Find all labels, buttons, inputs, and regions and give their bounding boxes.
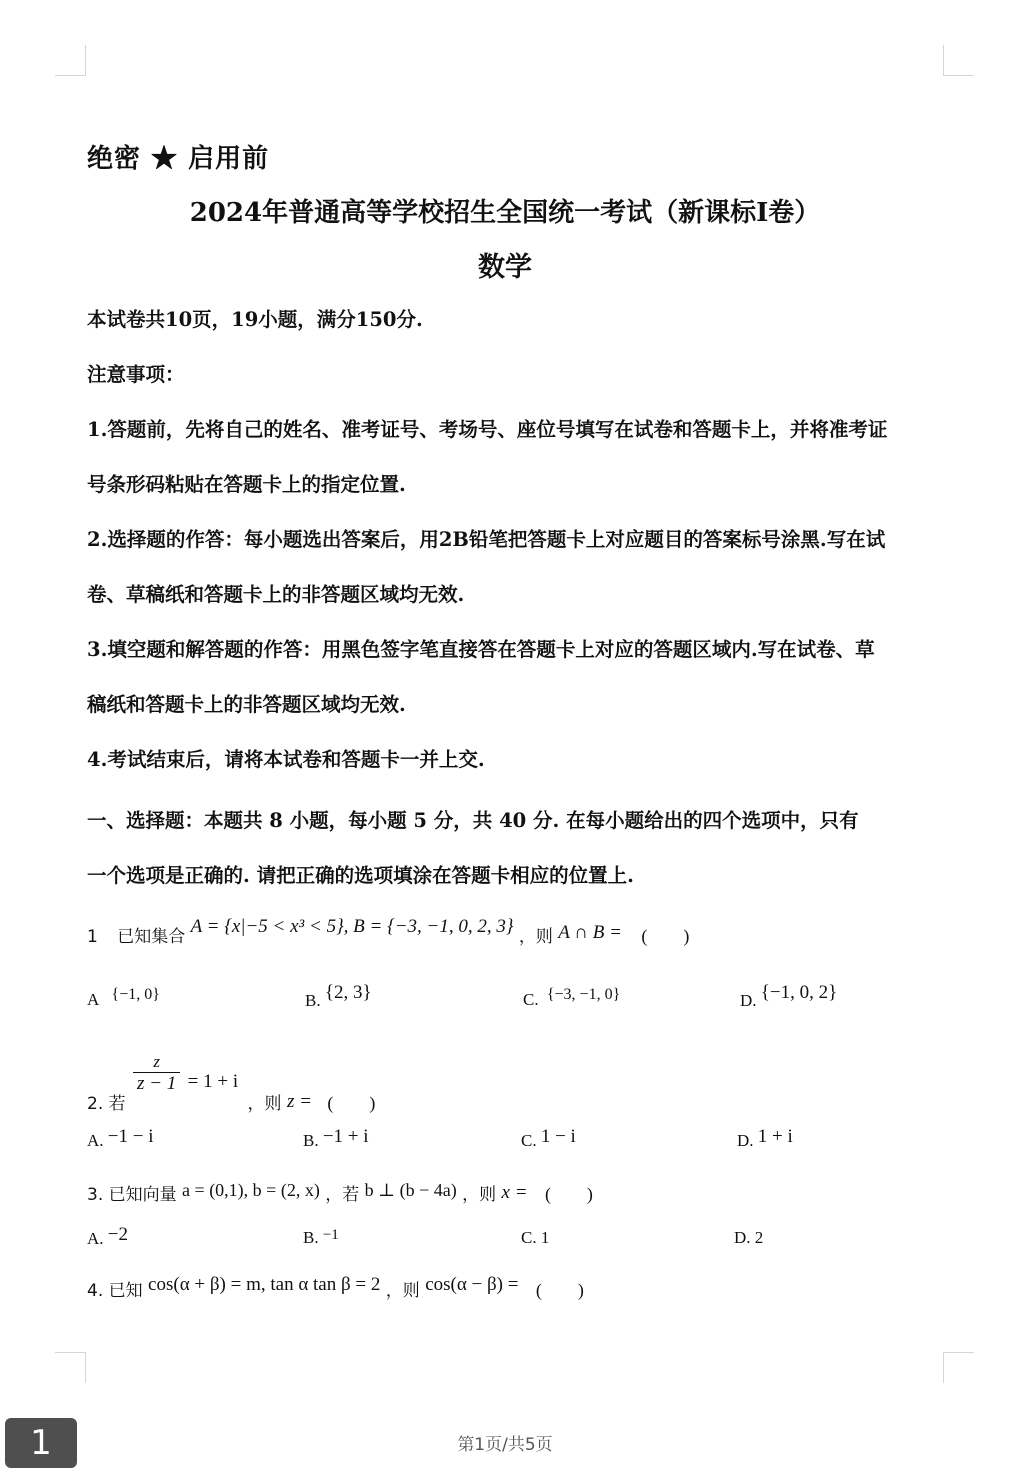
option-text: {−1, 0} [111, 986, 160, 1003]
q2-option-c [521, 1126, 576, 1152]
section-1-heading-line-2: 一个选项是正确的. 请把正确的选项填涂在答题卡相应的位置上. [87, 864, 634, 887]
question-4 [87, 1276, 584, 1302]
option-label: A [87, 990, 100, 1009]
q1-option-c [523, 986, 621, 1010]
question-1 [87, 916, 690, 948]
crop-mark-top-right [943, 45, 974, 76]
question-connector: ，则 [247, 1093, 282, 1114]
question-connector-2: ，则 [462, 1185, 497, 1205]
question-number: 3. [87, 1185, 104, 1205]
question-connector: ，则 [518, 927, 553, 947]
q3-option-c [521, 1228, 549, 1248]
question-3 [87, 1180, 593, 1206]
crop-mark-bottom-right [943, 1352, 974, 1383]
option-label: A. [87, 1131, 104, 1150]
question-lead: 已知 [108, 1281, 143, 1301]
answer-blank: ( ) [641, 926, 690, 946]
option-label: C. [521, 1228, 537, 1247]
fraction [133, 1052, 180, 1095]
q3-option-a [87, 1224, 128, 1250]
q1-option-b [305, 982, 372, 1012]
question-expression: cos(α + β) = m, tan α tan β = 2 [148, 1274, 381, 1295]
question-lead: 若 [108, 1093, 126, 1114]
option-label: C. [521, 1131, 537, 1150]
notice-3-line-2: 稿纸和答题卡上的非答题区域均无效. [87, 693, 406, 716]
question-lead: 已知集合 [117, 927, 186, 947]
question-number: 4. [87, 1281, 104, 1301]
option-text: −2 [107, 1224, 128, 1245]
option-label: B. [305, 991, 321, 1010]
option-text: 2 [754, 1228, 764, 1247]
option-label: D. [737, 1131, 754, 1150]
notice-title: 注意事项： [87, 363, 185, 386]
exam-title: 2024年普通高等学校招生全国统一考试（新课标I卷） [189, 198, 821, 228]
q2-option-a [87, 1126, 154, 1152]
question-expression-2: b ⊥ (b − 4a) [364, 1180, 457, 1200]
option-text: −1 + i [322, 1126, 369, 1147]
option-text: 1 − i [540, 1126, 576, 1147]
question-number: 2. [87, 1093, 104, 1114]
q3-option-b [303, 1228, 339, 1248]
question-lead: 已知向量 [108, 1185, 177, 1205]
q2-option-d [737, 1126, 793, 1152]
option-text: {−3, −1, 0} [546, 986, 621, 1003]
answer-blank: ( ) [535, 1280, 584, 1300]
question-expression-3: x = [501, 1182, 528, 1203]
notice-1-line-1: 1.答题前，先将自己的姓名、准考证号、考场号、座位号填写在试卷和答题卡上，并将准考证 [87, 418, 888, 441]
option-label: A. [87, 1229, 104, 1248]
option-text: {2, 3} [324, 982, 372, 1003]
question-expression-2: z = [286, 1090, 312, 1112]
q2-option-b [303, 1126, 369, 1152]
option-label: D. [740, 991, 757, 1010]
subject-title: 数学 [478, 252, 532, 283]
question-expression: a = (0,1), b = (2, x) [182, 1180, 320, 1200]
option-text: −1 − i [107, 1126, 154, 1147]
option-label: B. [303, 1228, 319, 1247]
crop-mark-bottom-left [55, 1352, 86, 1383]
question-expression: = 1 + i [187, 1070, 239, 1092]
page-number-badge[interactable]: 1 [5, 1418, 77, 1468]
option-text: 1 [540, 1228, 550, 1247]
answer-blank: ( ) [544, 1184, 593, 1204]
question-connector: ，则 [385, 1281, 420, 1301]
crop-mark-top-left [55, 45, 86, 76]
fraction-numerator: z [133, 1052, 180, 1073]
option-label: D. [734, 1228, 751, 1247]
notice-1-line-2: 号条形码粘贴在答题卡上的指定位置. [87, 473, 406, 496]
question-2 [87, 1052, 376, 1114]
q1-option-a [87, 986, 160, 1010]
question-expression: A = {x|−5 < x³ < 5}, B = {−3, −1, 0, 2, 3} [190, 916, 514, 937]
question-expression-2: cos(α − β) = [425, 1274, 519, 1295]
q3-option-d [734, 1228, 763, 1248]
section-1-heading-line-1: 一、选择题：本题共 8 小题，每小题 5 分，共 40 分. 在每小题给出的四个选项中，只有 [87, 809, 859, 832]
question-connector: ，若 [325, 1185, 360, 1205]
option-text: {−1, 0, 2} [760, 982, 838, 1003]
answer-blank: ( ) [327, 1092, 376, 1113]
notice-3-line-1: 3.填空题和解答题的作答：用黑色签字笔直接答在答题卡上对应的答题区域内.写在试卷、草 [87, 638, 875, 661]
option-label: C. [523, 990, 539, 1009]
option-text: −1 [322, 1227, 339, 1243]
question-expression-2: A ∩ B = [558, 922, 622, 943]
confidential-label: 绝密 ★ 启用前 [87, 144, 270, 174]
notice-2-line-2: 卷、草稿纸和答题卡上的非答题区域均无效. [87, 583, 465, 606]
exam-summary: 本试卷共10页，19小题，满分150分. [87, 308, 423, 331]
page-footer: 第1页/共5页 [457, 1435, 553, 1455]
question-number: 1 [87, 927, 98, 947]
q1-option-d [740, 982, 838, 1012]
notice-4: 4.考试结束后，请将本试卷和答题卡一并上交. [87, 748, 485, 771]
option-label: B. [303, 1131, 319, 1150]
notice-2-line-1: 2.选择题的作答：每小题选出答案后，用2B铅笔把答题卡上对应题目的答案标号涂黑.写在试 [87, 528, 886, 551]
option-text: 1 + i [757, 1126, 793, 1147]
fraction-denominator: z − 1 [137, 1073, 177, 1094]
